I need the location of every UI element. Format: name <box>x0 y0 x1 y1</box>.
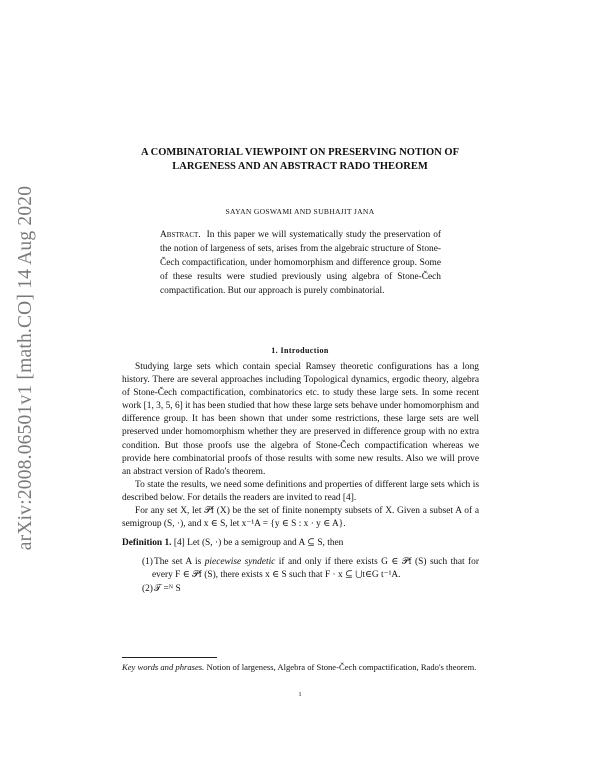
item-2-text: 𝒯 =ᴺ S <box>154 583 181 594</box>
item-2-number: (2) <box>142 583 153 594</box>
section-body-introduction <box>122 361 479 596</box>
definition-1-text: [4] Let (S, ·) be a semigroup and A ⊆ S, then <box>173 538 344 549</box>
section-heading-introduction: 1. Introduction <box>271 346 329 355</box>
definition-1 <box>122 537 479 550</box>
definition-1-label: Definition 1. <box>122 538 172 549</box>
abstract <box>160 229 441 299</box>
intro-paragraph-3: For any set X, let 𝒫f (X) be the set of finite nonempty subsets of X. Given a subset A of a semigroup (S, ·), and x ∈ S, let x⁻¹A = {y ∈ S : x · y ∈ A}. <box>122 506 479 530</box>
definition-1-item-2 <box>122 583 479 596</box>
page-number: 1 <box>298 691 302 698</box>
footnote-text: Notion of largeness, Algebra of Stone-Čech compactification, Rado's theorem. <box>206 662 477 672</box>
arxiv-identifier <box>8 148 44 588</box>
item-1-term: piecewise syndetic <box>204 557 276 568</box>
intro-paragraph-2: To state the results, we need some definitions and properties of different large sets which is described below. For details the readers are invited to read [4]. <box>122 479 479 503</box>
arxiv-identifier-text: arXiv:2008.06501v1 [math.CO] 14 Aug 2020 <box>15 185 37 551</box>
paper-authors: SAYAN GOSWAMI AND SUBHAJIT JANA <box>225 207 375 216</box>
definition-1-items <box>122 556 479 595</box>
item-1-number: (1) <box>142 557 153 568</box>
footnote-rule <box>122 657 217 658</box>
intro-paragraph-1: Studying large sets which contain special Ramsey theoretic configurations has a long history. There are several approaches including Topological dynamics, ergodic theory, algebra of Stone-Čech compactification, combinatorics etc. to study these large sets. In some recent work [1, 3, 5, 6] it has been studied that how these large sets behave under homomorphism and difference group. It has been shown that under some restrictions, these large sets are well preserved under homomorphism whether they are preserved in difference group with no extra condition. But those proofs use the algebra of Stone-Čech compactification whereas we provide here combinatorial proofs of those results with some new results. Also we will prove an abstract version of Rado's theorem. <box>122 362 479 477</box>
footnote-label: Key words and phrases. <box>122 662 205 672</box>
paper-title: A COMBINATORIAL VIEWPOINT ON PRESERVING NOTION OF LARGENESS AND AN ABSTRACT RADO THEOREM <box>141 147 459 172</box>
footnote <box>122 662 479 674</box>
item-1-post: if and only if there exists G ∈ 𝒫f (S) such that for every F ∈ 𝒫f (S), there exists x ∈ S such that F · x ⊆ ⋃t∈G t⁻¹A. <box>152 557 479 581</box>
abstract-label: Abstract. <box>160 230 201 240</box>
item-1-pre: The set A is <box>154 557 202 568</box>
definition-1-item-1 <box>122 556 479 582</box>
abstract-text: In this paper we will systematically study the preservation of the notion of largeness of sets, arises from the algebraic structure of Stone-Čech compactification, under homomorphism and difference group. Some of these results were studied previously using algebra of Stone-Čech compactification. But our approach is purely combinatorial. <box>160 230 442 296</box>
